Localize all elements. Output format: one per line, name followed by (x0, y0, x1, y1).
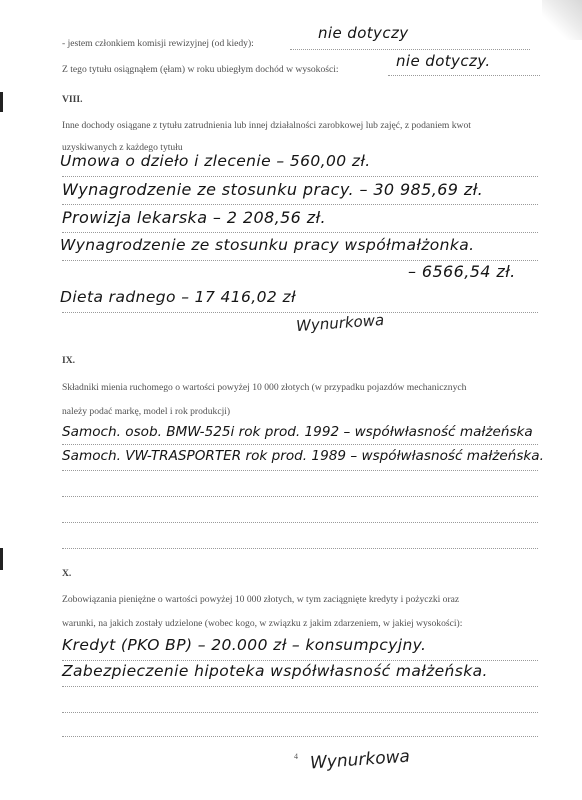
section-viii-heading: VIII. (62, 94, 83, 105)
dotted-line (62, 496, 538, 497)
dotted-line (62, 204, 538, 205)
dotted-line (290, 49, 530, 50)
dotted-line (62, 470, 538, 471)
dotted-line (62, 522, 538, 523)
income-entry-amount: – 6566,54 zł. (408, 262, 516, 281)
dotted-line (62, 548, 538, 549)
income-entry: Wynagrodzenie ze stosunku pracy. – 30 985,69 zł. (62, 180, 484, 199)
page-number: 4 (294, 752, 298, 761)
section-signature: Wynurkowa (295, 310, 385, 336)
membership-value: nie dotyczy (318, 24, 409, 42)
section-ix-heading: IX. (62, 355, 76, 366)
income-entry: Wynagrodzenie ze stosunku pracy współmałżonka. (60, 236, 475, 254)
dotted-line (62, 260, 538, 261)
dotted-line (388, 75, 540, 76)
section-viii-prompt: Inne dochody osiągane z tytułu zatrudnienia lub innej działalności zarobkowej lub zajęć, z podaniem kwot (62, 120, 471, 131)
scan-edge-mark (0, 92, 3, 112)
income-entry: Prowizja lekarska – 2 208,56 zł. (62, 208, 327, 227)
movable-property-entry: Samoch. VW-TRASPORTER rok prod. 1989 – współwłasność małżeńska. (62, 448, 544, 464)
dotted-line (62, 660, 538, 661)
footer-signature: Wynurkowa (309, 746, 411, 774)
membership-label: - jestem członkiem komisji rewizyjnej (od kiedy): (62, 38, 254, 49)
section-x-prompt: warunki, na jakich zostały udzielone (wobec kogo, w związku z jakim zdarzeniem, w jakiej wysokości): (62, 618, 463, 629)
section-x-prompt: Zobowiązania pieniężne o wartości powyżej 10 000 złotych, w tym zaciągnięte kredyty i pożyczki oraz (62, 594, 460, 605)
liability-entry: Kredyt (PKO BP) – 20.000 zł – konsumpcyjny. (62, 636, 427, 654)
dotted-line (62, 712, 538, 713)
section-ix-prompt: Składniki mienia ruchomego o wartości powyżej 10 000 złotych (w przypadku pojazdów mechanicznych (62, 382, 467, 393)
scan-corner-shadow (542, 0, 582, 40)
section-viii-prompt: uzyskiwanych z każdego tytułu (62, 142, 183, 153)
section-ix-prompt: należy podać markę, model i rok produkcji) (62, 406, 231, 417)
movable-property-entry: Samoch. osob. BMW-525i rok prod. 1992 – współwłasność małżeńska (62, 424, 533, 440)
income-label: Z tego tytułu osiągnąłem (ęłam) w roku ubiegłym dochód w wysokości: (62, 64, 339, 75)
dotted-line (62, 736, 538, 737)
income-value: nie dotyczy. (396, 52, 491, 70)
income-entry: Dieta radnego – 17 416,02 zł (60, 288, 296, 306)
liability-entry: Zabezpieczenie hipoteka współwłasność małżeńska. (62, 662, 488, 680)
income-entry: Umowa o dzieło i zlecenie – 560,00 zł. (60, 152, 371, 170)
dotted-line (62, 176, 538, 177)
dotted-line (62, 686, 538, 687)
scan-edge-mark (0, 548, 3, 570)
dotted-line (62, 312, 538, 313)
dotted-line (62, 232, 538, 233)
section-x-heading: X. (62, 568, 72, 579)
dotted-line (62, 444, 538, 445)
